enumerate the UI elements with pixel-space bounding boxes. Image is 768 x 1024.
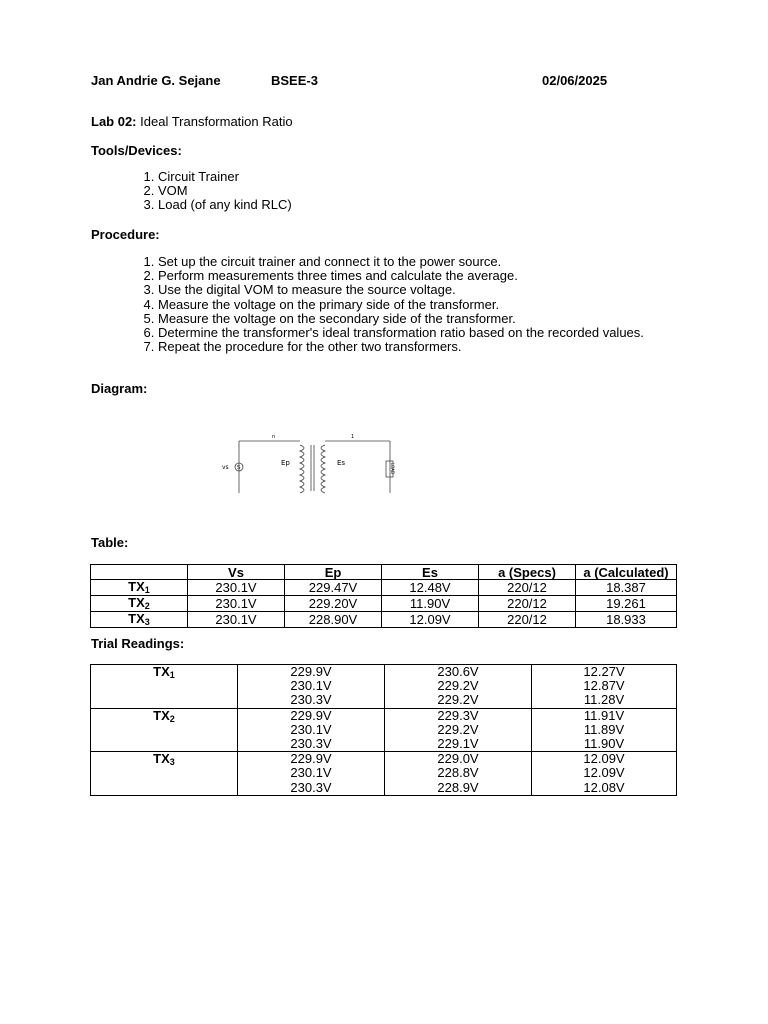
results-table (90, 564, 677, 628)
diagram-label-top-left: n (272, 434, 276, 440)
procedure-heading: Procedure: (91, 227, 160, 242)
diagram-label-top-right: 1 (351, 434, 355, 440)
trial-readings-table (90, 664, 677, 796)
list-item: 4. Measure the voltage on the primary side of the transformer. (158, 298, 700, 312)
student-name: Jan Andrie G. Sejane (91, 73, 221, 88)
column-header: Vs (188, 565, 285, 580)
diagram-label-primary: Ep (281, 459, 290, 467)
tools-heading: Tools/Devices: (91, 143, 182, 158)
column-header: Ep (285, 565, 382, 580)
ep-cell: 229.20V (285, 596, 382, 612)
table-row (91, 752, 677, 796)
row-label: $TX_3$ (91, 752, 238, 796)
circuit-diagram (215, 425, 405, 500)
row-label: $TX_2$ (91, 596, 188, 612)
es-readings: 11.91V 11.89V 11.90V (532, 708, 677, 752)
diagram-heading: Diagram: (91, 381, 148, 396)
column-header: a (Calculated) (576, 565, 677, 580)
ep-readings: 230.6V 229.2V 229.2V (385, 665, 532, 709)
table-header-row (91, 565, 677, 580)
lab-label: Lab 02: (91, 114, 137, 129)
table-row (91, 580, 677, 596)
column-header (91, 565, 188, 580)
list-item: 3. Load (of any kind RLC) (158, 198, 690, 212)
ep-cell: 228.90V (285, 612, 382, 628)
ep-readings: 229.0V 228.8V 228.9V (385, 752, 532, 796)
diagram-label-secondary: Es (337, 459, 346, 467)
lab-title-text: Ideal Transformation Ratio (140, 114, 293, 129)
ep-cell: 229.47V (285, 580, 382, 596)
table-row (91, 596, 677, 612)
es-readings: 12.27V 12.87V 11.28V (532, 665, 677, 709)
report-date: 02/06/2025 (542, 73, 608, 88)
column-header: Es (382, 565, 479, 580)
es-cell: 12.09V (382, 612, 479, 628)
vs-cell: 230.1V (188, 612, 285, 628)
table-row (91, 612, 677, 628)
vs-cell: 230.1V (188, 596, 285, 612)
lab-title (91, 114, 293, 129)
specs-cell: 220/12 (479, 612, 576, 628)
list-item: 1. Circuit Trainer (158, 170, 690, 184)
list-item: 2. VOM (158, 184, 690, 198)
trials-heading: Trial Readings: (91, 636, 185, 651)
table-heading: Table: (91, 535, 129, 550)
table-row (91, 665, 677, 709)
specs-cell: 220/12 (479, 580, 576, 596)
diagram-label-source-symbol: S (237, 465, 241, 471)
vs-readings: 229.9V 230.1V 230.3V (238, 708, 385, 752)
es-cell: 12.48V (382, 580, 479, 596)
list-item: 5. Measure the voltage on the secondary side of the transformer. (158, 312, 700, 326)
vs-readings: 229.9V 230.1V 230.3V (238, 752, 385, 796)
es-cell: 11.90V (382, 596, 479, 612)
procedure-list (90, 255, 700, 354)
list-item: 1. Set up the circuit trainer and connect it to the power source. (158, 255, 700, 269)
student-section: BSEE-3 (271, 73, 318, 88)
diagram-label-load: LOAD (390, 463, 395, 474)
vs-cell: 230.1V (188, 580, 285, 596)
list-item: 7. Repeat the procedure for the other two transformers. (158, 340, 700, 354)
row-label: $TX_3$ (91, 612, 188, 628)
vs-readings: 229.9V 230.1V 230.3V (238, 665, 385, 709)
specs-cell: 220/12 (479, 596, 576, 612)
calc-cell: 18.387 (576, 580, 677, 596)
list-item: 3. Use the digital VOM to measure the source voltage. (158, 283, 700, 297)
table-row (91, 708, 677, 752)
row-label: $TX_1$ (91, 580, 188, 596)
calc-cell: 19.261 (576, 596, 677, 612)
list-item: 6. Determine the transformer's ideal transformation ratio based on the recorded values. (158, 326, 700, 340)
es-readings: 12.09V 12.09V 12.08V (532, 752, 677, 796)
list-item: 2. Perform measurements three times and calculate the average. (158, 269, 700, 283)
column-header: a (Specs) (479, 565, 576, 580)
row-label: $TX_1$ (91, 665, 238, 709)
tools-list (90, 170, 690, 213)
diagram-label-source: vs (222, 464, 229, 471)
row-label: $TX_2$ (91, 708, 238, 752)
ep-readings: 229.3V 229.2V 229.1V (385, 708, 532, 752)
calc-cell: 18.933 (576, 612, 677, 628)
